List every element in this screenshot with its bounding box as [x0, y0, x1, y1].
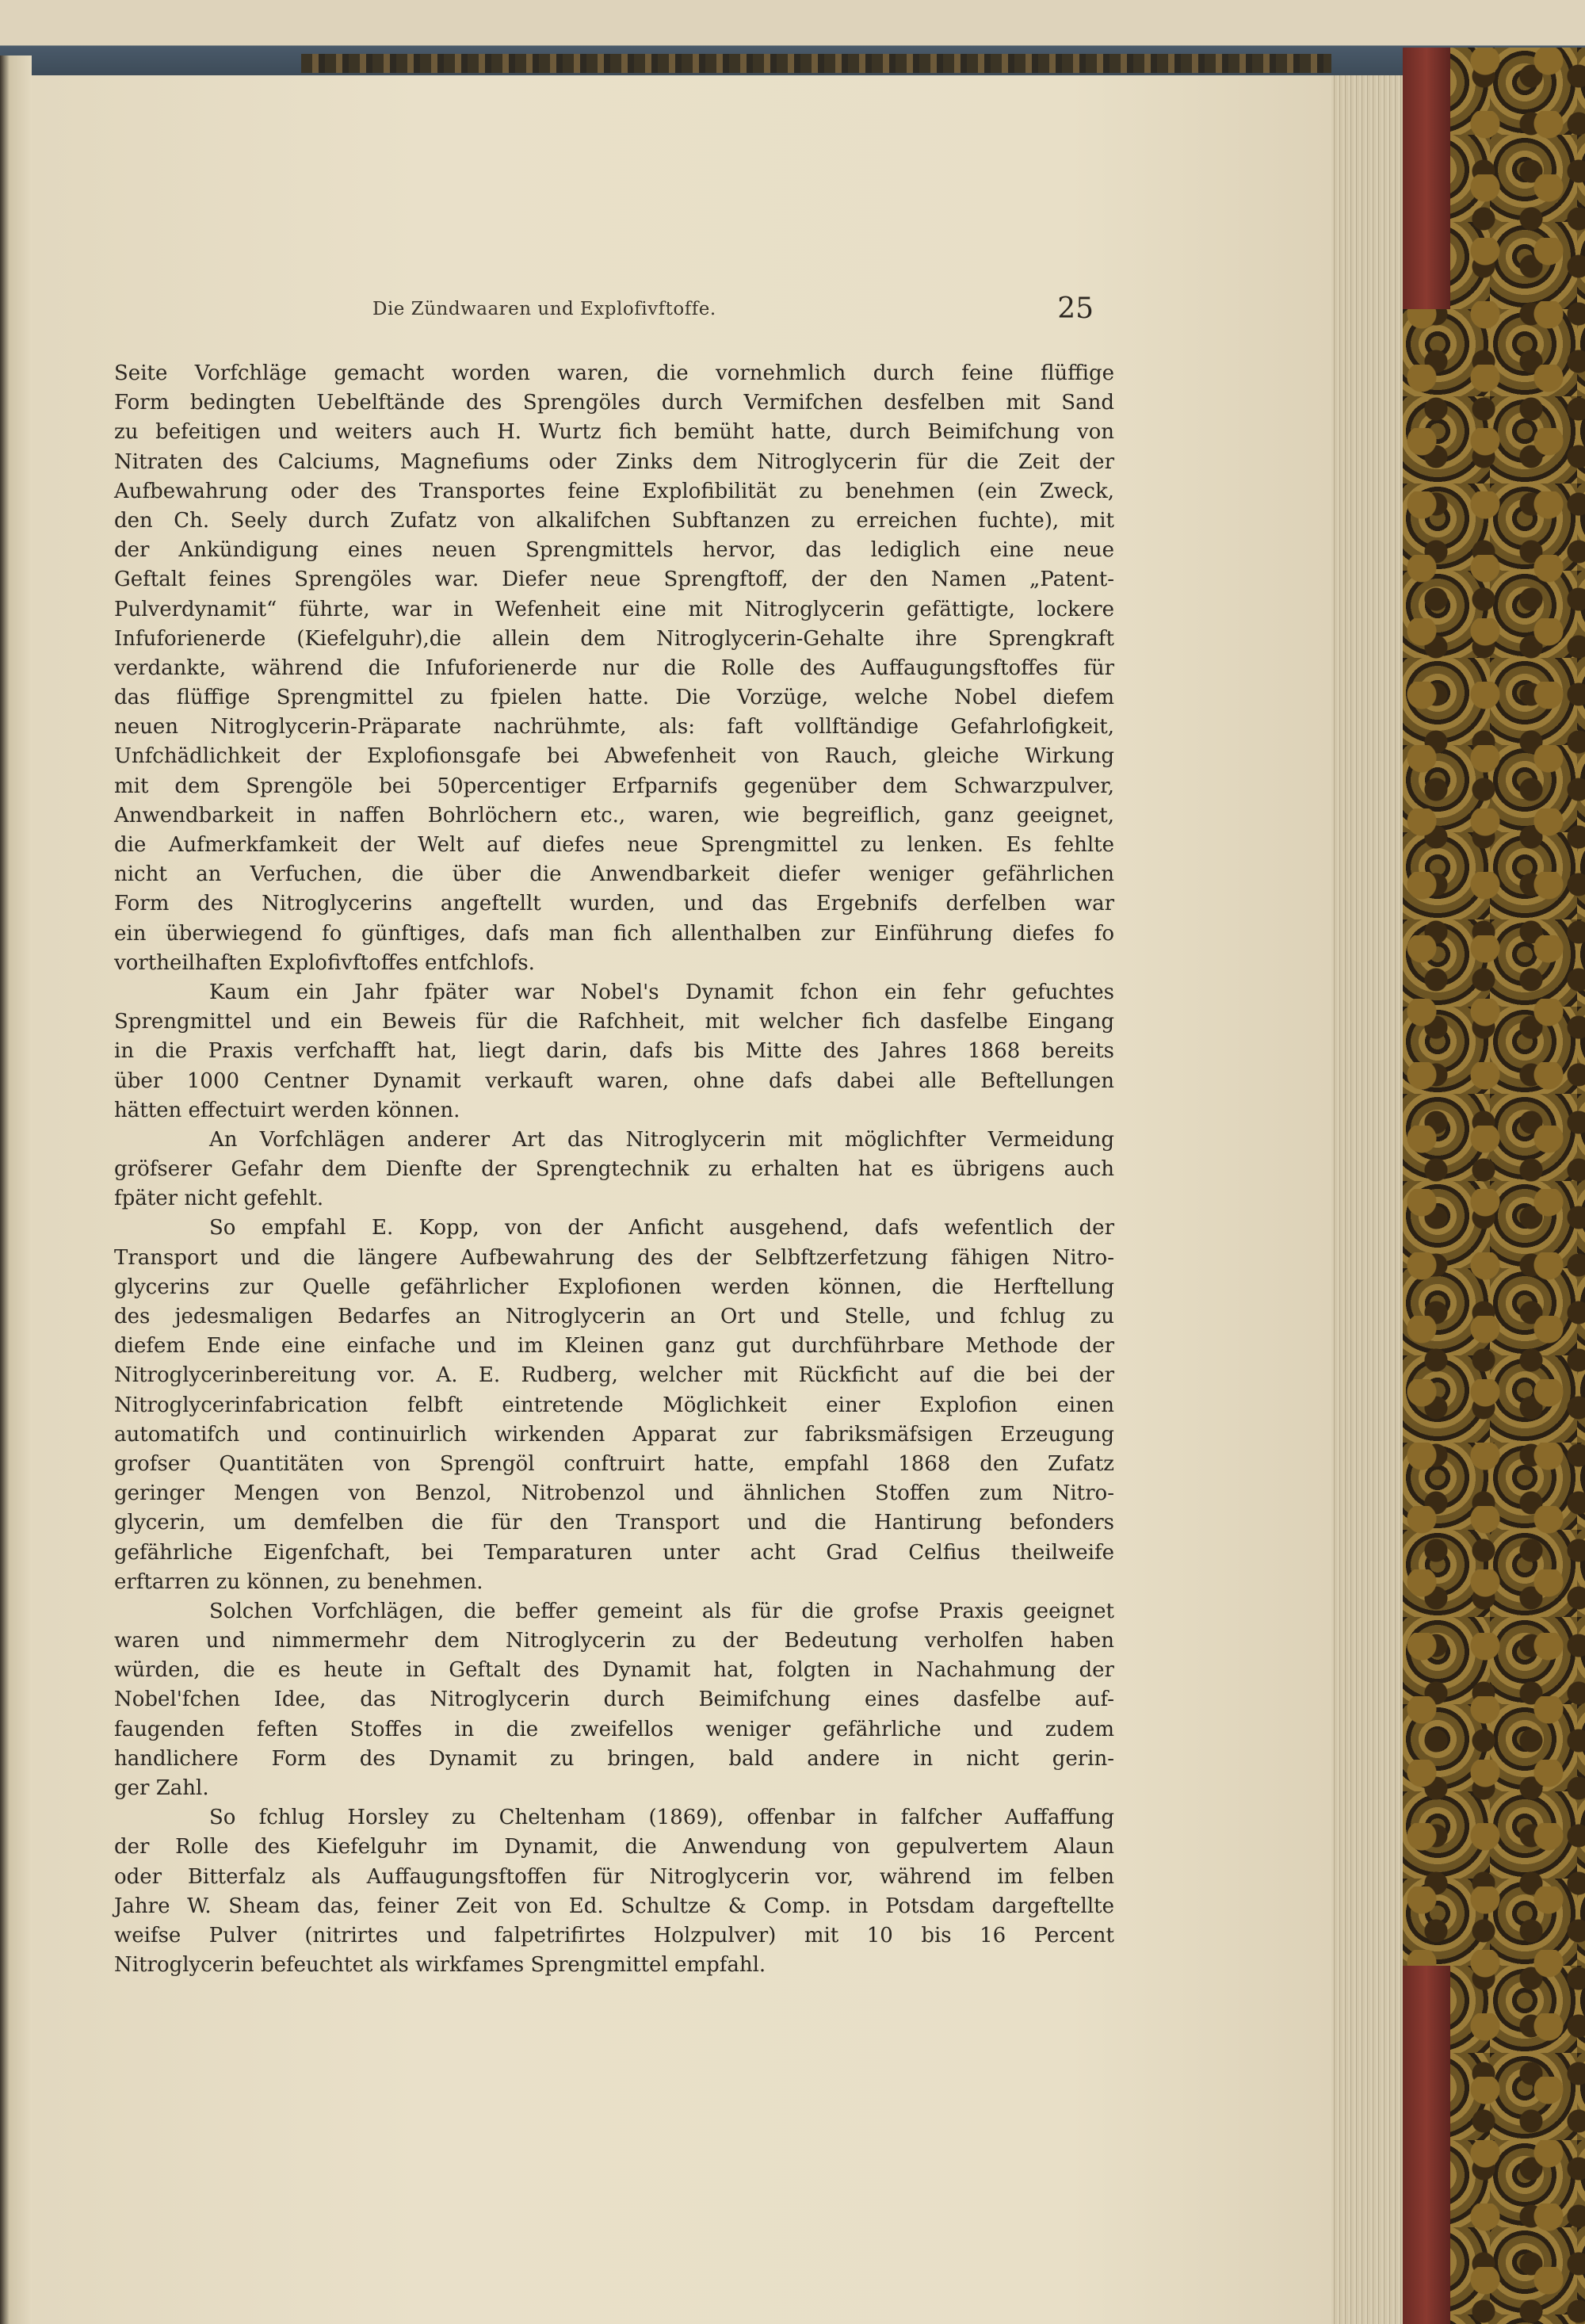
text-line: zu befeitigen und weiters auch H. Wurtz fich bemüht hatte, durch Beimifchung von [114, 420, 1114, 445]
text-line: würden, die es heute in Geftalt des Dynamit hat, folgten in Nachahmung der [114, 1658, 1114, 1683]
text-line: der Ankündigung eines neuen Sprengmittels hervor, das lediglich eine neue [114, 538, 1114, 563]
text-line: mit dem Sprengöle bei 50percentiger Erfparnifs gegenüber dem Schwarzpulver, [114, 774, 1114, 798]
text-line: glycerin, um demfelben die für den Transport und die Hantirung befonders [114, 1511, 1114, 1535]
text-line: Aufbewahrung oder des Transportes feine Explofibilität zu benehmen (ein Zweck, [114, 479, 1114, 503]
text-line: Nitroglycerinbereitung vor. A. E. Rudberg, welcher mit Rückficht auf die bei der [114, 1363, 1114, 1388]
text-line: ger Zahl. [114, 1776, 209, 1800]
text-line: An Vorfchlägen anderer Art das Nitroglycerin mit möglichfter Vermeidung [209, 1127, 1114, 1152]
page-number: 25 [1057, 292, 1094, 325]
text-line: Sprengmittel und ein Beweis für die Rafchheit, mit welcher fich dasfelbe Eingang [114, 1010, 1114, 1034]
text-line: Seite Vorfchläge gemacht worden waren, die vornehmlich durch feine flüffige [114, 361, 1114, 385]
text-line: gefährliche Eigenfchaft, bei Temparaturen unter acht Grad Celfius theilweife [114, 1540, 1114, 1565]
text-line: Pulverdynamit“ führte, war in Wefenheit eine mit Nitroglycerin gefättigte, lockere [114, 597, 1114, 621]
text-line: handlichere Form des Dynamit zu bringen, bald andere in nicht gerin- [114, 1746, 1114, 1771]
text-line: Nobel'fchen Idee, das Nitroglycerin durch Beimifchung eines dasfelbe auf- [114, 1688, 1114, 1712]
text-line: nicht an Verfuchen, die über die Anwendbarkeit diefer weniger gefährlichen [114, 862, 1114, 887]
text-line: Nitraten des Calciums, Magnefiums oder Zinks dem Nitroglycerin für die Zeit der [114, 449, 1114, 474]
text-line: oder Bitterfalz als Auffaugungsftoffen für Nitroglycerin vor, während im felben [114, 1864, 1114, 1889]
text-line: die Aufmerkfamkeit der Welt auf diefes neue Sprengmittel zu lenken. Es fehlte [114, 833, 1114, 857]
text-line: gröfserer Gefahr dem Dienfte der Sprengtechnik zu erhalten hat es übrigens auch [114, 1157, 1114, 1182]
text-line: in die Praxis verfchafft hat, liegt darin, dafs bis Mitte des Jahres 1868 bereits [114, 1039, 1114, 1064]
text-line: Form bedingten Uebelftände des Sprengöles durch Vermifchen desfelben mit Sand [114, 391, 1114, 415]
text-line: glycerins zur Quelle gefährlicher Explofionen werden können, die Herftellung [114, 1275, 1114, 1299]
text-line: neuen Nitroglycerin-Präparate nachrühmte, als: faft vollftändige Gefahrlofigkeit, [114, 715, 1114, 740]
cover-leather-corner-bottom [1403, 1966, 1450, 2324]
text-line: Form des Nitroglycerins angeftellt wurden, und das Ergebnifs derfelben war [114, 892, 1114, 916]
text-line: Geftalt feines Sprengöles war. Diefer neue Sprengftoff, der den Namen „Patent- [114, 568, 1114, 592]
text-line: So fchlug Horsley zu Cheltenham (1869), offenbar in falfcher Auffaffung [209, 1806, 1114, 1830]
text-line: Anwendbarkeit in naffen Bohrlöchern etc., waren, wie begreiflich, ganz geeignet, [114, 803, 1114, 828]
text-line: faugenden feften Stoffes in die zweifellos weniger gefährliche und zudem [114, 1717, 1114, 1741]
text-line: Solchen Vorfchlägen, die beffer gemeint als für die grofse Praxis geeignet [209, 1599, 1114, 1623]
text-line: vortheilhaften Explofivftoffes entfchlofs. [114, 950, 535, 975]
text-line: geringer Mengen von Benzol, Nitrobenzol und ähnlichen Stoffen zum Nitro- [114, 1481, 1114, 1506]
text-line: Transport und die längere Aufbewahrung des der Selbftzerfetzung fähigen Nitro- [114, 1245, 1114, 1270]
page-header [372, 292, 1094, 331]
text-line: Infuforienerde (Kiefelguhr),die allein dem Nitroglycerin-Gehalte ihre Sprengkraft [114, 626, 1114, 651]
body-text [114, 359, 1114, 1980]
text-line: verdankte, während die Infuforienerde nur die Rolle des Auffaugungsftoffes für [114, 656, 1114, 680]
text-line: automatifch und continuirlich wirkenden Apparat zur fabriksmäfsigen Erzeugung [114, 1422, 1114, 1447]
text-line: fpäter nicht gefehlt. [114, 1187, 324, 1211]
text-line: Nitroglycerinfabrication felbft eintretende Möglichkeit einer Explofion einen [114, 1393, 1114, 1417]
text-line: diefem Ende eine einfache und im Kleinen ganz gut durchführbare Methode der [114, 1334, 1114, 1359]
cover-leather-corner-top [1403, 48, 1450, 309]
text-line: das flüffige Sprengmittel zu fpielen hatte. Die Vorzüge, welche Nobel diefem [114, 686, 1114, 710]
text-line: weifse Pulver (nitrirtes und falpetrifirtes Holzpulver) mit 10 bis 16 Percent [114, 1923, 1114, 1947]
page-stack-edges [1331, 75, 1403, 2324]
text-line: hätten effectuirt werden können. [114, 1098, 460, 1122]
book-headband [301, 54, 1331, 73]
text-line: grofser Quantitäten von Sprengöl conftruirt hatte, empfahl 1868 den Zufatz [114, 1451, 1114, 1476]
running-head: Die Zündwaaren und Explofivftoffe. [372, 299, 716, 319]
text-line: den Ch. Seely durch Zufatz von alkalifchen Subftanzen zu erreichen fuchte), mit [114, 508, 1114, 533]
text-line: der Rolle des Kiefelguhr im Dynamit, die Anwendung von gepulvertem Alaun [114, 1835, 1114, 1860]
text-line: waren und nimmermehr dem Nitroglycerin zu der Bedeutung verholfen haben [114, 1629, 1114, 1653]
text-line: Unfchädlichkeit der Explofionsgafe bei Abwefenheit von Rauch, gleiche Wirkung [114, 744, 1114, 769]
text-line: Kaum ein Jahr fpäter war Nobel's Dynamit fchon ein fehr gefuchtes [209, 980, 1114, 1004]
text-line: Jahre W. Sheam das, feiner Zeit von Ed. Schultze & Comp. in Potsdam dargeftellte [114, 1894, 1114, 1918]
text-line: Nitroglycerin befeuchtet als wirkfames Sprengmittel empfahl. [114, 1953, 766, 1978]
facing-page-edge [0, 55, 32, 2324]
text-line: über 1000 Centner Dynamit verkauft waren, ohne dafs dabei alle Beftellungen [114, 1068, 1114, 1093]
text-line: erftarren zu können, zu benehmen. [114, 1569, 483, 1594]
text-line: So empfahl E. Kopp, von der Anficht ausgehend, dafs wefentlich der [209, 1216, 1114, 1240]
text-line: des jedesmaligen Bedarfes an Nitroglycerin an Ort und Stelle, und fchlug zu [114, 1305, 1114, 1328]
text-line: ein überwiegend fo günftiges, dafs man fich allenthalben zur Einführung diefes fo [114, 921, 1114, 946]
